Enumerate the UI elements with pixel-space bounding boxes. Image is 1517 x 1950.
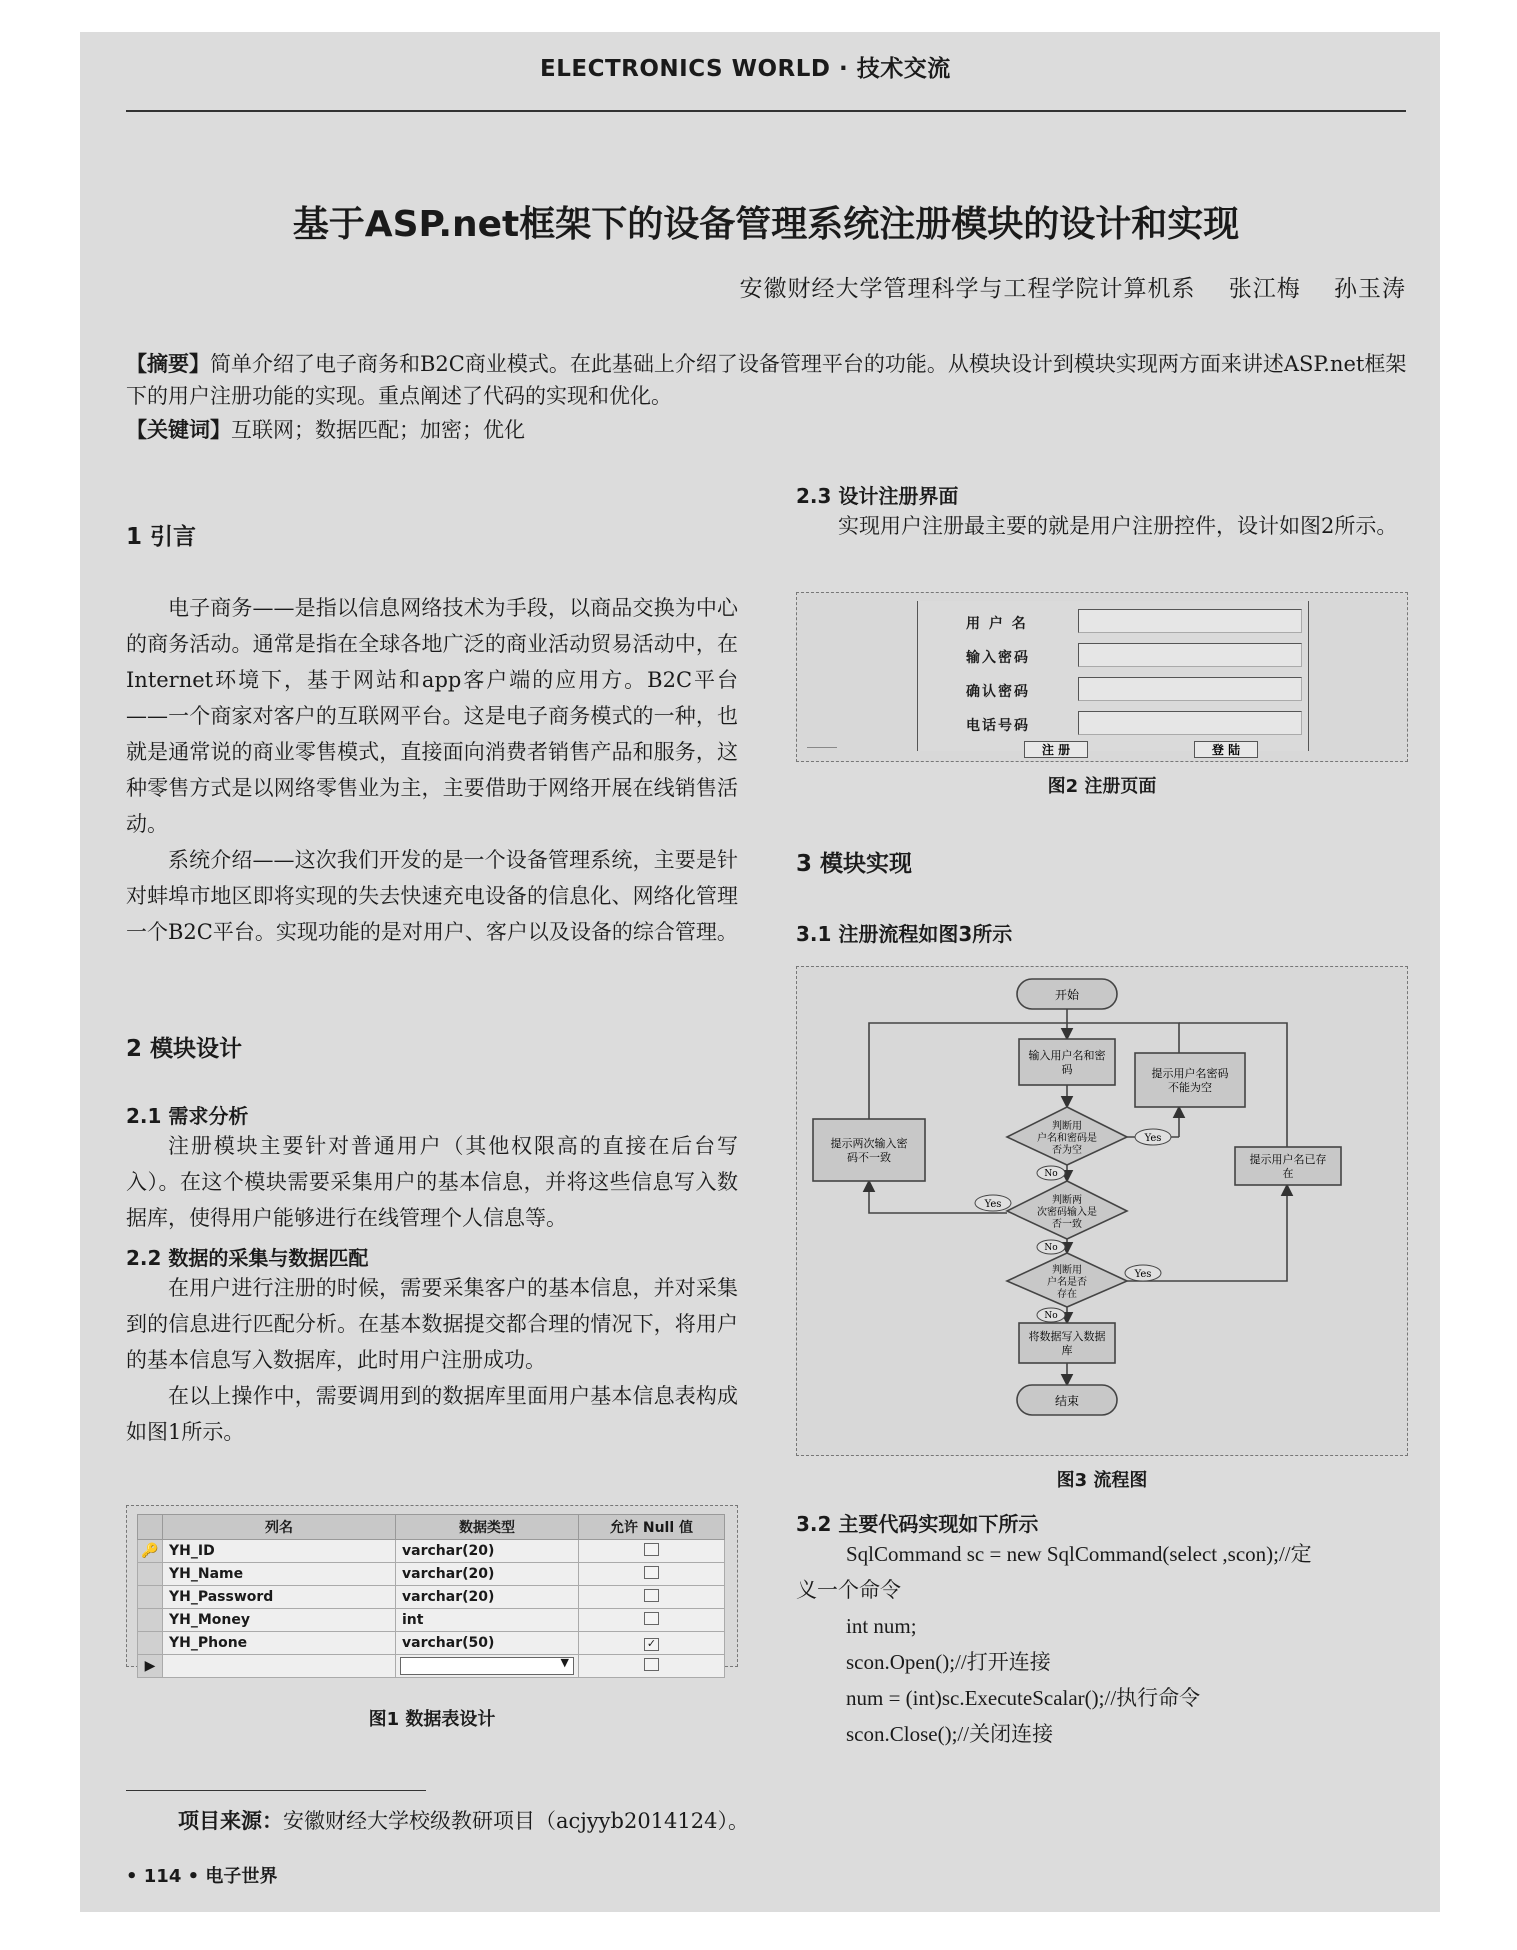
flow-error-empty-node	[1135, 1053, 1245, 1107]
table-cell-null	[579, 1540, 725, 1563]
section-1-paragraph-2: 系统介绍——这次我们开发的是一个设备管理系统，主要是针对蚌埠市地区即将实现的失去快速充电设备的信息化、网络化管理一个B2C平台。实现功能的是对用户、客户以及设备的综合管理。	[126, 848, 738, 944]
section-2-2-paragraph-1: 在用户进行注册的时候，需要采集客户的基本信息，并对采集到的信息进行匹配分析。在基本数据提交都合理的情况下，将用户的基本信息写入数据库，此时用户注册成功。	[126, 1276, 738, 1372]
checkbox-icon	[644, 1589, 659, 1602]
code-line-1-cont: 义一个命令	[796, 1578, 901, 1602]
keywords-label: 【关键词】	[126, 418, 231, 442]
form-divider	[807, 747, 837, 748]
checkbox-icon	[644, 1612, 659, 1625]
table-row	[138, 1563, 725, 1586]
flow-check-empty-label-3: 否为空	[1052, 1145, 1082, 1156]
username-input[interactable]	[1078, 609, 1302, 633]
table-row	[138, 1609, 725, 1632]
section-1-paragraph-1: 电子商务——是指以信息网络技术为手段，以商品交换为中心的商务活动。通常是指在全球各地广泛的商业活动贸易活动中，在Internet环境下，基于网站和app客户端的应用方。B2C平台——一个商家对客户的互联网平台。这是电子商务模式的一种，也就是通常说的商业零售模式，直接面向消费者销售产品和服务，这种零售方式是以网络零售业为主，主要借助于网络开展在线销售活动。	[126, 596, 738, 836]
flow-check-match-label-2: 次密码输入是	[1037, 1207, 1097, 1218]
flow-error-mismatch-label-2: 码不一致	[847, 1151, 891, 1164]
row-selector	[138, 1632, 163, 1655]
flow-no-label: No	[1044, 1311, 1058, 1321]
paper-title: 基于ASP.net框架下的设备管理系统注册模块的设计和实现	[292, 204, 1240, 245]
flow-write-db-node	[1019, 1323, 1115, 1363]
table-row	[138, 1586, 725, 1609]
table-cell-name	[163, 1655, 396, 1678]
figure-3-caption: 图3 流程图	[1056, 1470, 1148, 1491]
flow-check-empty-label-1: 判断用	[1052, 1121, 1082, 1132]
abstract-text: 简单介绍了电子商务和B2C商业模式。在此基础上介绍了设备管理平台的功能。从模块设计到模块实现两方面来讲述ASP.net框架下的用户注册功能的实现。重点阐述了代码的实现和优化。	[126, 352, 1407, 408]
checkbox-icon	[644, 1566, 659, 1579]
row-selector	[138, 1609, 163, 1632]
author-2: 孙玉涛	[1334, 276, 1406, 302]
table-cell-null	[579, 1609, 725, 1632]
code-line-2: int num;	[846, 1614, 917, 1638]
footnote-rule	[126, 1790, 426, 1791]
flow-check-empty-label-2: 户名和密码是	[1037, 1133, 1097, 1144]
table-cell-null	[579, 1655, 725, 1678]
table-cell-type: varchar(20)	[396, 1586, 579, 1609]
table-cell-name: YH_Name	[163, 1563, 396, 1586]
flow-no-label: No	[1044, 1243, 1058, 1253]
section-2-2-body	[126, 1270, 738, 1450]
affiliation: 安徽财经大学管理科学与工程学院计算机系	[739, 276, 1196, 302]
phone-input[interactable]	[1078, 711, 1302, 735]
table-header-type: 数据类型	[396, 1515, 579, 1540]
flow-no-label: No	[1044, 1169, 1058, 1179]
row-selector	[138, 1563, 163, 1586]
footnote-label: 项目来源：	[178, 1809, 283, 1833]
section-2-3-paragraph: 实现用户注册最主要的就是用户注册控件，设计如图2所示。	[838, 514, 1398, 538]
flow-input-label-2: 码	[1061, 1063, 1073, 1076]
field-label-phone: 电话号码	[966, 718, 1030, 734]
table-row	[138, 1540, 725, 1563]
figure-1-caption: 图1 数据表设计	[368, 1709, 496, 1730]
table-cell-null	[579, 1563, 725, 1586]
section-2-1-paragraph: 注册模块主要针对普通用户（其他权限高的直接在后台写入）。在这个模块需要采集用户的基本信息，并将这些信息写入数据库，使得用户能够进行在线管理个人信息等。	[126, 1134, 738, 1230]
author-1: 张江梅	[1228, 276, 1301, 302]
table-row	[138, 1632, 725, 1655]
section-2-1-heading: 2.1 需求分析	[126, 1104, 249, 1128]
page-number: • 114 •	[126, 1866, 200, 1887]
figure-2-frame	[796, 592, 1408, 762]
flow-error-empty-label-2: 不能为空	[1168, 1081, 1212, 1094]
row-arrow-icon: ▶	[138, 1655, 163, 1678]
section-2-2-paragraph-2: 在以上操作中，需要调用到的数据库里面用户基本信息表构成如图1所示。	[126, 1384, 738, 1444]
code-line-1: SqlCommand sc = new SqlCommand(select ,scon);//定	[846, 1542, 1312, 1566]
table-cell-name: YH_Phone	[163, 1632, 396, 1655]
flowchart	[797, 967, 1409, 1457]
checkbox-icon	[644, 1658, 659, 1671]
page-footer	[126, 1862, 277, 1888]
flow-error-exists-label-2: 在	[1282, 1167, 1294, 1180]
section-1-body	[126, 590, 738, 950]
table-cell-name: YH_ID	[163, 1540, 396, 1563]
table-header-null: 允许 Null 值	[579, 1515, 725, 1540]
table-header-row	[138, 1515, 725, 1540]
flow-check-match-label-1: 判断两	[1052, 1195, 1082, 1206]
table-row	[138, 1655, 725, 1678]
section-1-heading: 1 引言	[126, 524, 197, 550]
flow-input-node	[1019, 1039, 1115, 1085]
table-cell-null	[579, 1632, 725, 1655]
code-line-3: scon.Open();//打开连接	[846, 1650, 1051, 1674]
register-form	[917, 601, 1309, 757]
section-2-3-heading: 2.3 设计注册界面	[796, 484, 959, 508]
checkbox-icon: ✓	[644, 1638, 659, 1651]
code-line-4: num = (int)sc.ExecuteScalar();//执行命令	[846, 1686, 1201, 1710]
section-3-heading: 3 模块实现	[796, 851, 913, 877]
code-line-5: scon.Close();//关闭连接	[846, 1722, 1054, 1746]
table-cell-type: int	[396, 1609, 579, 1632]
code-block	[796, 1536, 1408, 1752]
header-rule	[126, 110, 1406, 112]
password-input[interactable]	[1078, 643, 1302, 667]
table-cell-name: YH_Password	[163, 1586, 396, 1609]
flow-yes-label: Yes	[1134, 1269, 1152, 1280]
flow-error-exists-label-1: 提示用户名已存	[1249, 1153, 1327, 1166]
running-header: ELECTRONICS WORLD · 技术交流	[540, 56, 951, 82]
table-cell-type: varchar(20)	[396, 1563, 579, 1586]
flow-error-mismatch-label-1: 提示两次输入密	[830, 1137, 908, 1150]
figure-2-caption: 图2 注册页面	[1047, 776, 1157, 797]
register-button[interactable]: 注 册	[1024, 741, 1088, 758]
flow-check-exists-label-1: 判断用	[1052, 1265, 1082, 1276]
flow-error-mismatch-node	[813, 1119, 925, 1181]
primary-key-icon: 🔑	[138, 1540, 163, 1563]
footer-journal: 电子世界	[205, 1866, 278, 1887]
flow-input-label-1: 输入用户名和密	[1028, 1049, 1106, 1062]
field-label-username: 用 户 名	[966, 616, 1028, 632]
section-3-1-heading: 3.1 注册流程如图3所示	[796, 922, 1013, 946]
section-3-2-heading: 3.2 主要代码实现如下所示	[796, 1512, 1039, 1536]
checkbox-icon	[644, 1543, 659, 1556]
login-button[interactable]: 登 陆	[1194, 741, 1258, 758]
section-2-heading: 2 模块设计	[126, 1036, 243, 1062]
flow-write-db-label-2: 库	[1061, 1344, 1073, 1357]
confirm-password-input[interactable]	[1078, 677, 1302, 701]
flow-check-exists-label-3: 存在	[1057, 1289, 1077, 1300]
figure-1-table	[137, 1514, 725, 1678]
flow-yes-label: Yes	[1144, 1133, 1162, 1144]
flow-yes-label: Yes	[984, 1199, 1002, 1210]
field-label-password: 输入密码	[966, 650, 1030, 666]
table-cell-type: varchar(50)	[396, 1632, 579, 1655]
footnote-text: 安徽财经大学校级教研项目（acjyyb2014124）。	[283, 1809, 749, 1833]
section-2-2-heading: 2.2 数据的采集与数据匹配	[126, 1246, 369, 1270]
table-cell-null	[579, 1586, 725, 1609]
flow-start-label: 开始	[1054, 988, 1080, 1002]
table-header-name: 列名	[163, 1515, 396, 1540]
abstract	[126, 348, 1408, 412]
section-2-3-body	[796, 508, 1408, 544]
keywords	[126, 414, 1408, 446]
table-cell-type-dropdown	[396, 1655, 579, 1678]
flow-check-match-label-3: 否一致	[1052, 1219, 1082, 1230]
table-header-key	[138, 1515, 163, 1540]
flow-error-empty-label-1: 提示用户名密码	[1151, 1067, 1229, 1080]
flow-end-label: 结束	[1054, 1394, 1080, 1408]
figure-1-frame	[126, 1505, 738, 1674]
section-2-1-body	[126, 1128, 738, 1236]
figure-3-frame	[796, 966, 1408, 1456]
footnote	[178, 1805, 749, 1835]
field-label-confirm-password: 确认密码	[966, 684, 1030, 700]
keywords-text: 互联网；数据匹配；加密；优化	[231, 418, 525, 442]
flow-check-exists-label-2: 户名是否	[1047, 1277, 1087, 1288]
flow-write-db-label-1: 将数据写入数据	[1028, 1330, 1106, 1343]
table-cell-type: varchar(20)	[396, 1540, 579, 1563]
abstract-label: 【摘要】	[126, 352, 210, 376]
row-selector	[138, 1586, 163, 1609]
table-cell-name: YH_Money	[163, 1609, 396, 1632]
chevron-down-icon: ▼	[560, 1656, 569, 1669]
author-line	[740, 270, 1407, 303]
